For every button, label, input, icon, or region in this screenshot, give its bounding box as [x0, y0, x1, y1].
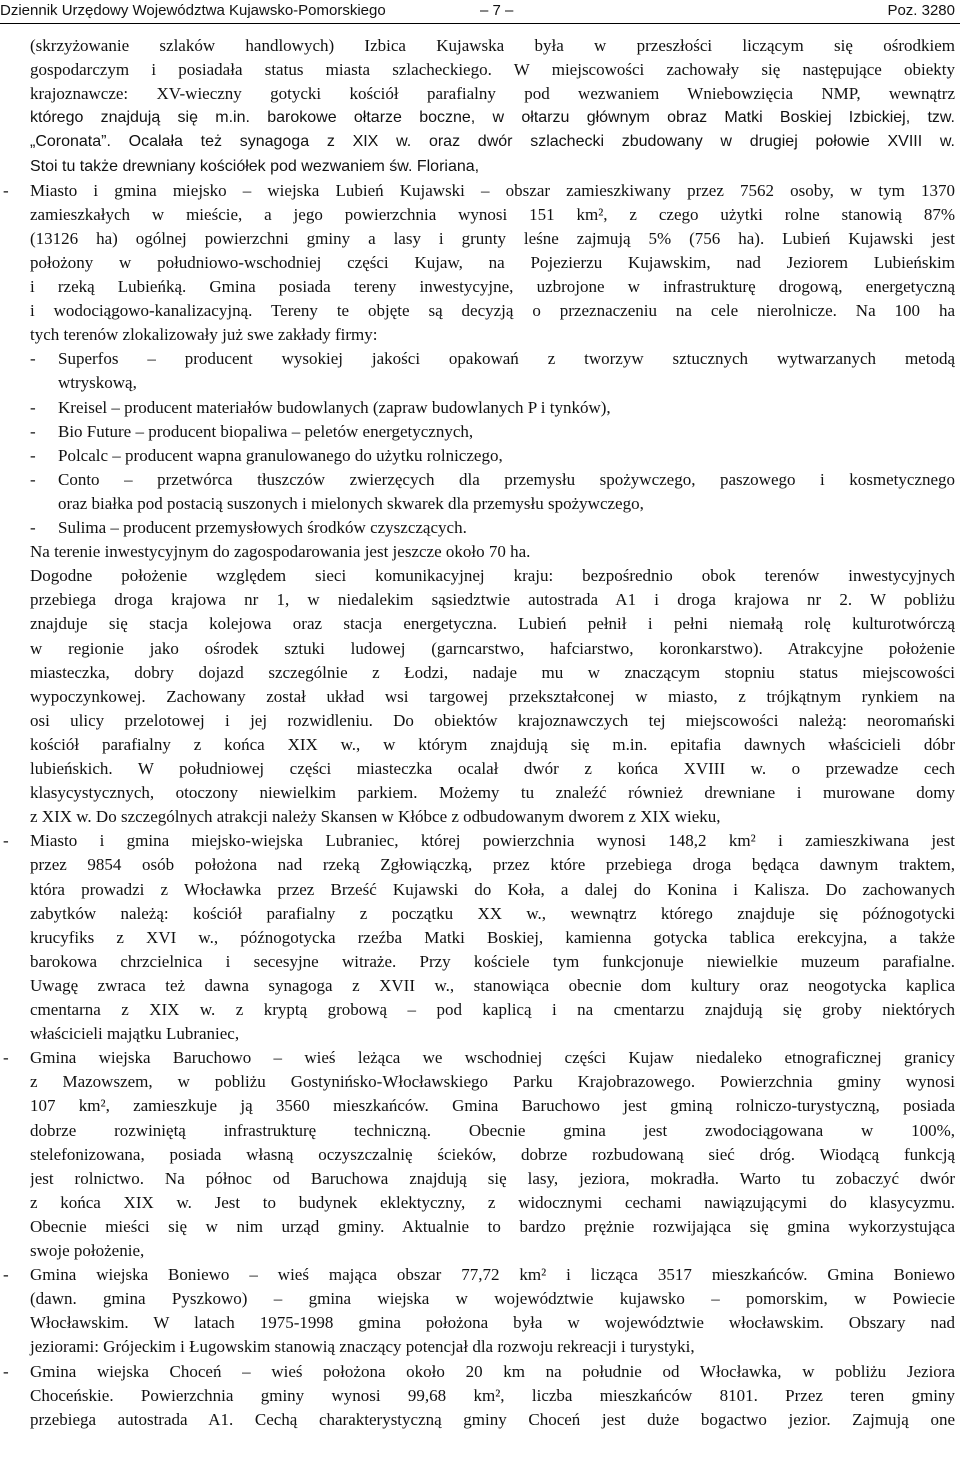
text-line: jeziorami: Grójeckim i Ługowskim stanowią znaczący potencjał dla rozwoju rekreacji i turystyki,	[30, 1337, 695, 1357]
text-line: „Coronata”. Ocalała też synagoga z XIX w. oraz dwór szlachecki zbudowany w drugiej połowie XVIII w.	[30, 133, 955, 151]
text-line: Gmina wiejska Baruchowo – wieś leżąca we wschodniej części Kujaw niedaleko etnograficznej granicy	[30, 1048, 955, 1068]
text-line: (13126 ha) ogólnej powierzchni gminy a lasy i grunty leśne zajmują 5% (756 ha). Lubień Kujawski jest	[30, 228, 955, 248]
list-dash: -	[30, 397, 36, 417]
text-line: barokowa chrzcielnica i secesyjne witraże. Przy kościele tym funkcjonuje niewielkie muzeum parafialne.	[30, 951, 955, 971]
text-line: Uwagę zwraca też dawna synagoga z XVII w., stanowiąca obecnie dom kultury oraz neogotycka kaplica	[30, 975, 955, 995]
text-line: oraz białka pod postacią suszonych i mielonych skwarek dla przemysłu spożywczego,	[58, 493, 644, 513]
text-line: z końca XIX w. Jest to budynek eklektyczny, z widocznymi cechami nawiązującymi do klasycyzmu.	[30, 1192, 955, 1212]
text-line: tych terenów zlokalizowały już swe zakłady firmy:	[30, 325, 378, 345]
text-line: Kreisel – producent materiałów budowlanych (zapraw budowlanych P i tynków),	[58, 397, 611, 417]
list-dash: -	[3, 180, 9, 200]
page-number: – 7 –	[480, 2, 514, 19]
text-line: z Mazowszem, w pobliżu Gostynińsko-Włocławskiego Parku Krajobrazowego. Powierzchnia gminy wynosi	[30, 1072, 955, 1092]
text-line: Polcalc – producent wapna granulowanego do użytku rolniczego,	[58, 445, 503, 465]
text-line: z XIX w. Do szczególnych atrakcji należy Skansen w Kłóbce z odbudowanym dworem z XIX wieku,	[30, 807, 721, 827]
text-line: Miasto i gmina miejsko-wiejska Lubraniec, której powierzchnia wynosi 148,2 km² i zamieszkiwana jest	[30, 831, 955, 851]
journal-title: Dziennik Urzędowy Województwa Kujawsko-Pomorskiego	[0, 2, 386, 19]
text-line: Bio Future – producent biopaliwa – peletów energetycznych,	[58, 421, 474, 441]
text-line: wtryskową,	[58, 373, 137, 393]
text-line: Conto – przetwórca tłuszczów zwierzęcych dla przemysłu spożywczego, paszowego i kosmetycznego	[58, 469, 955, 489]
text-line: osi ulicy przelotowej i jej rozwidleniu. Do obiektów krajoznawczych tej miejscowości należą: neoromański	[30, 710, 955, 730]
text-line: przebiega autostrada A1. Cechą charakterystyczną gminy Choceń jest duże bogactwo jezior. Zajmują one	[30, 1409, 955, 1429]
text-line: Choceńskie. Powierzchnia gminy wynosi 99,68 km², liczba mieszkańców 8101. Przez teren gminy	[30, 1385, 955, 1405]
position-number: Poz. 3280	[887, 2, 955, 19]
header-rule	[0, 23, 960, 24]
list-dash: -	[3, 1048, 9, 1068]
text-line: położony w południowo-wschodniej części Kujaw, na Pojezierzu Kujawskim, nad Jeziorem Lubieńskim	[30, 252, 955, 272]
text-line: w regionie jako ośrodek sztuki ludowej (garncarstwo, hafciarstwo, koronkarstwo). Atrakcyjne położenie	[30, 638, 955, 658]
list-dash: -	[30, 421, 36, 441]
text-line: która prowadzi z Włocławka przez Brześć Kujawski do Koła, a dalej do Konina i Kalisza. Do zachowanych	[30, 879, 955, 899]
text-line: 107 km², zamieszkuje ją 3560 mieszkańców. Gmina Baruchowo jest gminą rolniczo-turystyczną, posiada	[30, 1096, 955, 1116]
text-line: stelefonizowana, posiada własną oczyszczalnię ścieków, dobrze rozbudowaną sieć dróg. Wiodącą funkcją	[30, 1144, 955, 1164]
text-line: i rzeką Lubieńką. Gmina posiada tereny inwestycyjne, uzbrojone w infrastrukturę drogową, energetyczną	[30, 277, 955, 296]
page-header	[0, 0, 960, 22]
text-line: jest rolnictwo. Na północ od Baruchowa znajdują się lasy, jeziora, mokradła. Warto tu zobaczyć dwór	[30, 1168, 955, 1188]
text-line: krajoznawcze: XV-wieczny gotycki kościół parafialny pod wezwaniem Wniebowzięcia NMP, wewnątrz	[30, 84, 955, 104]
text-line: Stoi tu także drewniany kościółek pod wezwaniem św. Floriana,	[30, 157, 480, 175]
text-line: właścicieli majątku Lubraniec,	[30, 1024, 240, 1044]
text-line: Gmina wiejska Boniewo – wieś mająca obszar 77,72 km² i licząca 3517 mieszkańców. Gmina Boniewo	[30, 1265, 955, 1285]
list-dash: -	[30, 349, 36, 369]
text-line: klasycystycznych, otoczony niewielkim parkiem. Możemy tu znaleźć również drewniane i murowane domy	[30, 783, 955, 803]
text-line: miasteczka, dobry dojazd szczególnie z Łodzi, nadaje mu w znaczącym stopniu status miejscowości	[30, 662, 955, 682]
text-line: (dawn. gmina Pyszkowo) – gmina wiejska w województwie kujawsko – pomorskim, w Powiecie	[30, 1289, 955, 1309]
text-line: którego znajdują się m.in. barokowe ołtarze boczne, w ołtarzu głównym obraz Matki Boskiej Izbickiej, tzw.	[30, 109, 955, 127]
text-line: zabytków należą: kościół parafialny z początku XX w., wewnątrz którego znajduje się późnogotycki	[30, 903, 955, 923]
text-line: Sulima – producent przemysłowych środków czyszczących.	[58, 518, 467, 537]
list-dash: -	[30, 469, 36, 489]
list-dash: -	[3, 831, 9, 851]
text-line: cmentarna z XIX w. z kryptą grobową – pod kaplicą i na cmentarzu znajdują się groby niektórych	[30, 1000, 955, 1019]
text-line: znajduje się stacja kolejowa oraz stacja energetyczna. Lubień pełnił i pełni niemałą rolę kulturotwórczą	[30, 614, 955, 634]
text-line: lubieńskich. W południowej części miasteczka ocalał dwór z końca XVIII w. o przewadze cech	[30, 759, 955, 778]
text-line: wypoczynkowej. Zachowany został układ wsi targowej przekształconej w miasto, z trójkątnym rynkiem na	[30, 686, 955, 706]
text-line: kościół parafialny z końca XIX w., w którym znajdują się m.in. epitafia dawnych właścicieli dóbr	[30, 734, 955, 754]
list-dash: -	[3, 1265, 9, 1285]
text-line: Gmina wiejska Choceń – wieś położona około 20 km na południe od Włocławka, w pobliżu Jeziora	[30, 1361, 955, 1381]
text-line: dobrze rozwiniętą infrastrukturę techniczną. Obecnie gmina jest zwodociągowana w 100%,	[30, 1120, 955, 1140]
text-line: zamieszkałych w mieście, a jego powierzchnia wynosi 151 km², z czego użytki rolne stanowią 87%	[30, 204, 955, 224]
text-line: i wodociągowo-kanalizacyjną. Tereny te objęte są decyzją o przeznaczeniu na cele nierolnicze. Na 100 ha	[30, 301, 955, 321]
text-line: (skrzyżowanie szlaków handlowych) Izbica Kujawska była w przeszłości liczącym się ośrodkiem	[30, 36, 955, 55]
text-line: swoje położenie,	[30, 1241, 145, 1260]
text-line: Obecnie mieści się w nim urząd gminy. Aktualnie to bardzo prężnie rozwijająca się gmina wykorzystująca	[30, 1216, 955, 1236]
text-line: gospodarczym i posiadała status miasta szlacheckiego. W miejscowości zachowały się następujące obiekty	[30, 60, 955, 80]
text-line: krucyfiks z XVI w., późnogotycka rzeźba Matki Boskiej, kamienna gotycka tablica erekcyjna, a także	[30, 927, 955, 947]
list-dash: -	[3, 1361, 9, 1381]
text-line: przez 9854 osób położona nad rzeką Zgłowiączką, przez które przebiega droga będąca dawnym traktem,	[30, 855, 955, 875]
list-dash: -	[30, 518, 36, 537]
text-line: przebiega droga krajowa nr 1, w niedalekim sąsiedztwie autostrada A1 i droga krajowa nr 2. W pobliżu	[30, 590, 955, 610]
text-line: Superfos – producent wysokiej jakości opakowań z tworzyw sztucznych wytwarzanych metodą	[58, 349, 955, 369]
text-line: Włocławskim. W latach 1975-1998 gmina położona była w województwie włocławskim. Obszary nad	[30, 1313, 955, 1333]
text-line: Na terenie inwestycyjnym do zagospodarowania jest jeszcze około 70 ha.	[30, 542, 531, 562]
text-line: Miasto i gmina miejsko – wiejska Lubień Kujawski – obszar zamieszkiwany przez 7562 osoby, w tym 1370	[30, 180, 955, 200]
list-dash: -	[30, 445, 36, 465]
text-line: Dogodne położenie względem sieci komunikacyjnej kraju: bezpośrednio obok terenów inwestycyjnych	[30, 566, 955, 586]
